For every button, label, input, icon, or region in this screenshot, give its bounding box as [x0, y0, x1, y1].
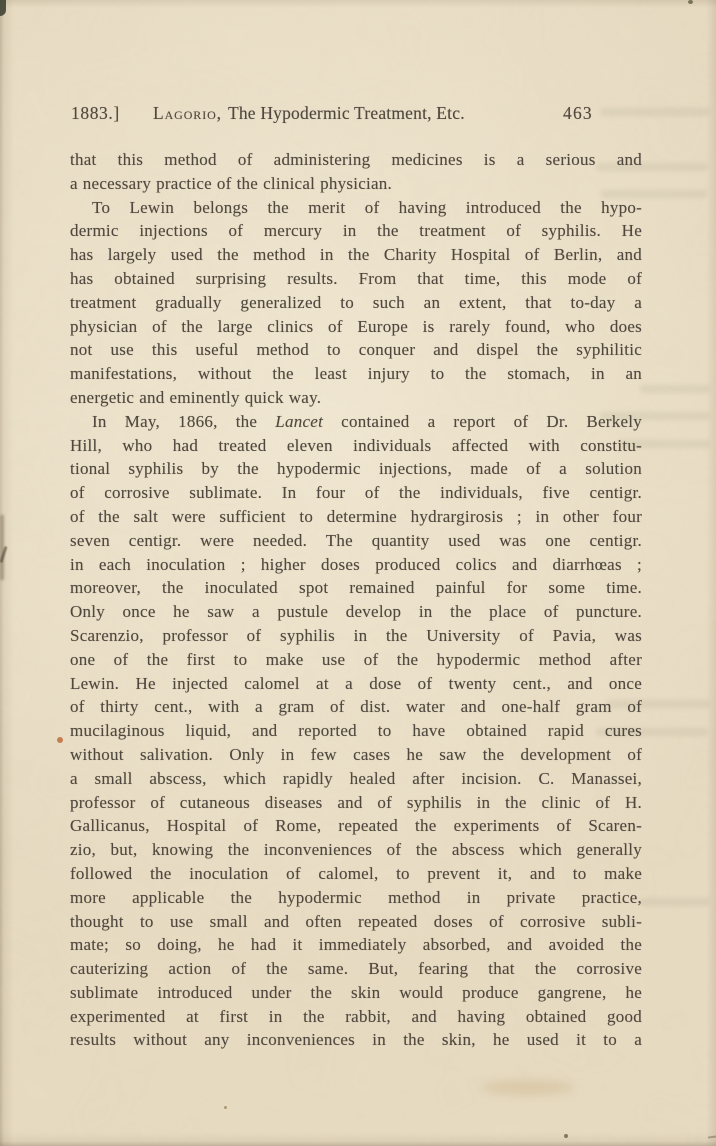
text-block [70, 148, 642, 1052]
edge-dash-mark [708, 1135, 716, 1138]
text-line: zio, but, knowing the inconveniences of the abscess which generally [70, 840, 642, 860]
text-line: more applicable the hypodermic method in private practice, [70, 887, 642, 907]
text-line: moreover, the inoculated spot remained painful for some time. [70, 578, 642, 598]
top-edge-speck [688, 0, 693, 4]
text-line: To Lewin belongs the merit of having introduced the hypo- [92, 197, 642, 217]
text-line: mucilaginous liquid, and reported to have obtained rapid cures [70, 721, 642, 741]
text-line: Scarenzio, professor of syphilis in the University of Pavia, was [70, 625, 642, 645]
header-author-smallcaps: Lagorio, [153, 103, 222, 123]
text-line: Gallicanus, Hospital of Rome, repeated the experiments of Scaren- [70, 816, 642, 836]
text-line: experimented at first in the rabbit, and having obtained good [70, 1006, 642, 1026]
text-line: of thirty cent., with a gram of dist. water and one-half gram of [70, 697, 642, 717]
text-line: mate; so doing, he had it immediately absorbed, and avoided the [70, 935, 642, 955]
margin-red-dot [57, 737, 63, 743]
text-line: a necessary practice of the clinical physician. [70, 173, 393, 193]
header-page-number: 463 [563, 103, 593, 123]
text-line: manifestations, without the least injury to the stomach, in an [70, 364, 642, 384]
text-line: has obtained surprising results. From that time, this mode of [70, 268, 642, 288]
small-speck [224, 1106, 227, 1109]
paragraph [70, 410, 642, 1053]
running-head [0, 103, 716, 129]
text-line: of corrosive sublimate. In four of the individuals, five centigr. [70, 483, 642, 503]
bottom-speck [564, 1134, 568, 1138]
text-line: of the salt were sufficient to determine hydrargirosis ; in other four [70, 506, 642, 526]
paper-stain [480, 1080, 575, 1095]
text-line: without salivation. Only in few cases he saw the development of [70, 744, 642, 764]
header-running-title [153, 103, 465, 124]
paragraph [70, 196, 642, 410]
text-line: Hill, who had treated eleven individuals affected with constitu- [70, 435, 642, 455]
text-line: followed the inoculation of calomel, to prevent it, and to make [70, 863, 642, 883]
text-line: tional syphilis by the hypodermic injections, made of a solution [70, 459, 642, 479]
text-line: energetic and eminently quick way. [70, 387, 322, 407]
text-line: Only once he saw a pustule develop in the place of puncture. [70, 602, 642, 622]
text-line: In May, 1866, the Lancet contained a report of Dr. Berkely [92, 411, 642, 431]
text-line: treatment gradually generalized to such an extent, that to-day a [70, 292, 642, 312]
header-year-bracket: 1883.] [71, 103, 120, 123]
text-line: thought to use small and often repeated doses of corrosive subli- [70, 911, 642, 931]
text-line: physician of the large clinics of Europe is rarely found, who does [70, 316, 642, 336]
text-line: results without any inconveniences in the skin, he used it to a [70, 1030, 642, 1050]
text-line: not use this useful method to conquer and dispel the syphilitic [70, 340, 642, 360]
header-title-rest: The Hypodermic Treatment, Etc. [227, 103, 465, 123]
text-line: sublimate introduced under the skin would produce gangrene, he [70, 982, 642, 1002]
paragraph [70, 148, 642, 196]
corner-scan-mark [0, 0, 6, 16]
text-line: seven centigr. were needed. The quantity used was one centigr. [70, 530, 642, 550]
text-line: has largely used the method in the Charity Hospital of Berlin, and [70, 245, 642, 265]
text-line: in each inoculation ; higher doses produced colics and diarrhœas ; [70, 554, 642, 574]
text-line: dermic injections of mercury in the treatment of syphilis. He [70, 221, 642, 241]
text-line: professor of cutaneous diseases and of syphilis in the clinic of H. [70, 792, 642, 812]
text-line: Lewin. He injected calomel at a dose of twenty cent., and once [70, 673, 642, 693]
text-line: that this method of administering medicines is a serious and [70, 150, 642, 169]
text-line: a small abscess, which rapidly healed after incision. C. Manassei, [70, 768, 642, 788]
text-line: one of the first to make use of the hypodermic method after [70, 649, 642, 669]
text-line: cauterizing action of the same. But, fearing that the corrosive [70, 959, 642, 979]
